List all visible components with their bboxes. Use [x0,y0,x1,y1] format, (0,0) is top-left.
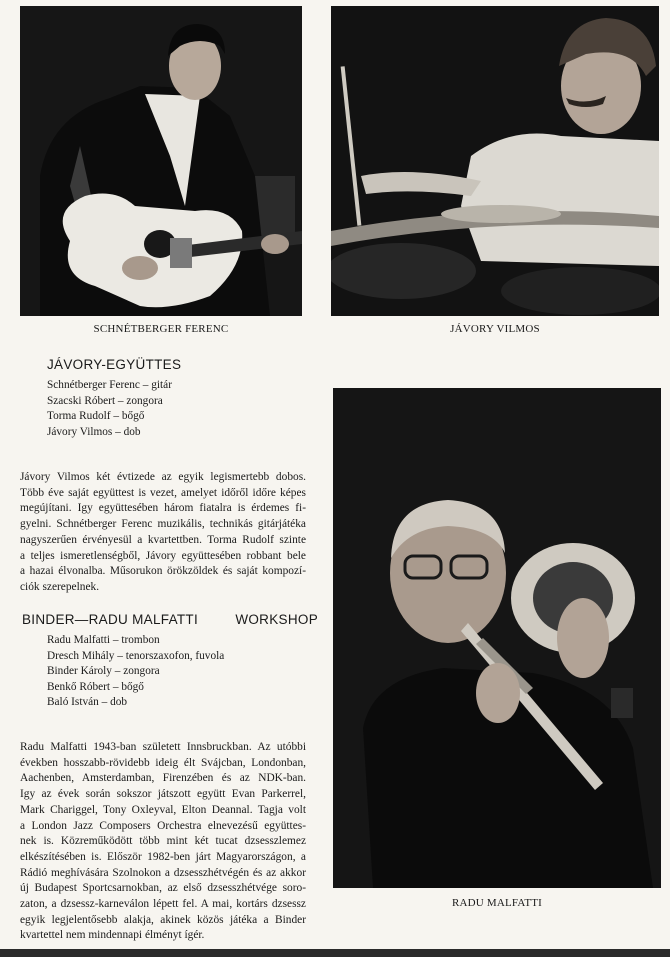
caption-radu-malfatti: RADU MALFATTI [451,897,543,909]
lineup-item: Radu Malfatti – trombon [47,634,160,646]
paragraph-line: Igy az évek során sokszor játszott együtt Evan Parkerrel, [20,788,306,801]
lineup-item: Benkő Róbert – bőgő [47,680,144,693]
section-heading-binder-workshop [22,612,318,627]
paragraph-line: nagyszerűen érvényesül a kvartettben. Torma Rudolf szinte [20,533,306,546]
heading-workshop: WORKSHOP [235,612,318,627]
lineup-item: Szacski Róbert – zongora [47,394,163,407]
page-edge-shadow [0,949,670,957]
lineup-item: Binder Károly – zongora [47,665,160,678]
paragraph-javory [20,470,306,596]
paragraph-line: zaton, a dzsessz-karneválon lépett fel. A mai, kortárs dzsessz [20,898,306,911]
paragraph-line: Jávory Vilmos két évtizede az egyik legismertebb dobos. [20,471,306,483]
heading-binder-radu-malfatti: BINDER—RADU MALFATTI [22,612,199,627]
paragraph-line: években hosszabb-rövidebb ideig élt Svájcban, Londonban, [20,756,306,769]
paragraph-line: egyik legjelentősebb alakja, akinek közös játéka a Binder [20,913,306,926]
section-heading-javory-egyuttes: JÁVORY-EGYÜTTES [47,357,182,372]
paragraph-line: a teljes ismeretlenségből, Jávory együttesében robbant bele [20,549,306,562]
photo-schnetberger-ferenc [20,6,302,316]
paragraph-line: nek is. Közreműködött több mint két tucat dzsesszlemez [20,835,306,848]
paragraph-line: Mark Chariggel, Tony Oxleyval, Elton Deannal. Tagja volt [20,803,306,816]
paragraph-line: a hazai élvonalba. Műsorukon örökzöldek és saját kompozí- [20,565,306,578]
paragraph-line: a London Jazz Composers Orchestra elnevezésű együttes- [20,819,306,832]
paragraph-line: Radu Malfatti 1943-ban született Innsbruckban. Az utóbbi [20,741,306,753]
paragraph-line: ciók szerepelnek. [20,580,100,593]
lineup-item: Torma Rudolf – bőgő [47,410,145,423]
caption-schnetberger: SCHNÉTBERGER FERENC [93,323,229,335]
caption-javory: JÁVORY VILMOS [450,323,540,335]
paragraph-line: megújítani. Igy együttesében három fiatalra is érdemes fi- [20,502,306,515]
paragraph-binder [20,740,306,944]
lineup-item: Schnétberger Ferenc – gitár [47,379,172,391]
lineup-binder [47,633,224,711]
paragraph-line: gyelni. Schnétberger Ferenc muzikális, technikás gitárjátéka [20,518,306,531]
lineup-item: Jávory Vilmos – dob [47,425,141,438]
lineup-javory [47,378,172,440]
paragraph-line: elkészítésében is. Először 1982-ben járt Magyarországon, a [20,850,306,863]
photo-radu-malfatti [333,388,661,888]
lineup-item: Baló István – dob [47,696,128,709]
paragraph-line: Rádió meghívására Szolnokon a dzsesszhétvégén és az akkor [20,866,306,879]
paragraph-line: Több éve saját együttest is vezet, amelyet időről időre képes [20,486,306,499]
paragraph-line: új Budapest Sportcsarnokban, az első dzsesszhétvége soro- [20,882,306,895]
paragraph-line: kvartettel nem mindennapi élményt ígér. [20,929,205,942]
lineup-item: Dresch Mihály – tenorszaxofon, fuvola [47,649,225,662]
paragraph-line: Aachenben, Amsterdamban, Firenzében és az NDK-ban. [20,772,306,785]
photo-javory-vilmos [331,6,659,316]
